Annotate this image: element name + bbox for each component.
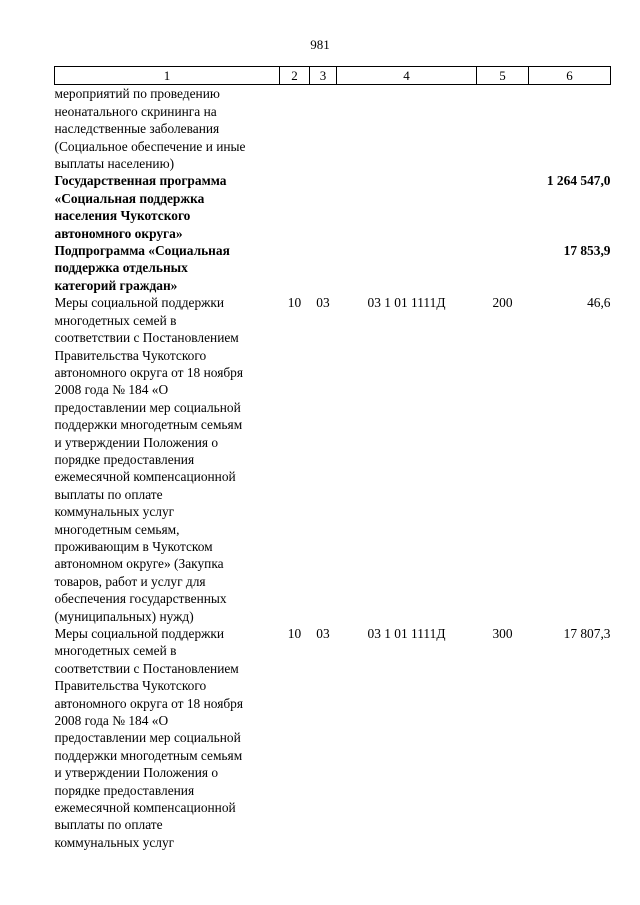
description-line: соответствии с Постановлением: [54, 660, 239, 676]
description-line: мероприятий по проведению: [54, 86, 220, 102]
description-line: автономного округа»: [54, 225, 183, 241]
description-line: автономного округа от 18 ноября: [54, 695, 244, 711]
description-line: «Социальная поддержка: [54, 190, 205, 206]
amount-value: 17 807,3: [563, 626, 611, 641]
description-line: автономного округа от 18 ноября: [54, 364, 244, 380]
description-line: многодетным семьям,: [54, 521, 180, 537]
description-line: наследственные заболевания: [54, 121, 220, 137]
subsection-code: [310, 172, 337, 242]
table-row: [55, 242, 611, 294]
description-line: Государственная программа: [54, 173, 227, 189]
description-line: и утверждении Положения о: [54, 434, 219, 450]
expense-type-code: 200: [492, 295, 513, 311]
description-line: неонатального скрининга на: [54, 103, 217, 119]
description-line: автономном округе» (Закупка: [54, 556, 224, 572]
target-article-code: 03 1 01 1111Д: [367, 626, 446, 641]
amount-value: [529, 85, 611, 173]
description-line: и утверждении Положения о: [54, 765, 219, 781]
description-line: населения Чукотского: [54, 208, 191, 224]
column-header-4: 4: [337, 67, 477, 85]
expense-type-code: [477, 242, 529, 294]
amount-value: 1 264 547,0: [546, 173, 611, 189]
description-line: 2008 года № 184 «О: [54, 713, 169, 729]
description-line: выплаты по оплате: [54, 817, 163, 833]
row-description: [55, 85, 280, 173]
description-line: коммунальных услуг: [54, 834, 175, 850]
description-line: соответствии с Постановлением: [54, 330, 239, 346]
table-row: [55, 625, 611, 851]
expense-type-code: 300: [492, 626, 513, 641]
description-line: порядке предоставления: [54, 451, 195, 467]
subsection-code: [310, 242, 337, 294]
expense-type-code: [477, 172, 529, 242]
description-line: ежемесячной компенсационной: [54, 469, 236, 485]
description-line: товаров, работ и услуг для: [54, 573, 206, 589]
column-header-6: 6: [529, 67, 611, 85]
target-article-code: [337, 85, 477, 173]
description-line: обеспечения государственных: [54, 591, 227, 607]
amount-value: 17 853,9: [563, 243, 611, 259]
target-article-code: 03 1 01 1111Д: [367, 295, 446, 311]
row-description: [55, 242, 280, 294]
description-line: многодетных семей в: [54, 312, 177, 328]
description-line: поддержки многодетным семьям: [54, 417, 243, 433]
description-line: Правительства Чукотского: [54, 678, 207, 694]
column-header-1: 1: [55, 67, 280, 85]
description-line: Меры социальной поддержки: [54, 295, 225, 311]
description-line: Подпрограмма «Социальная: [54, 243, 230, 259]
section-code: [280, 172, 310, 242]
section-code: [280, 242, 310, 294]
description-line: многодетных семей в: [54, 643, 177, 659]
description-line: проживающим в Чукотском: [54, 538, 213, 554]
section-code: 10: [287, 295, 302, 311]
description-line: поддержка отдельных: [54, 260, 188, 276]
description-line: (Социальное обеспечение и иные: [54, 138, 246, 154]
column-header-5: 5: [477, 67, 529, 85]
section-code: [280, 85, 310, 173]
description-line: предоставлении мер социальной: [54, 399, 241, 415]
description-line: выплаты по оплате: [54, 486, 163, 502]
description-line: предоставлении мер социальной: [54, 730, 241, 746]
amount-value: 46,6: [587, 295, 611, 311]
budget-table: [54, 66, 611, 851]
table-row: [55, 172, 611, 242]
description-line: коммунальных услуг: [54, 504, 175, 520]
row-description: [55, 625, 280, 851]
description-line: категорий граждан»: [54, 277, 178, 293]
target-article-code: [337, 242, 477, 294]
subsection-code: [310, 85, 337, 173]
description-line: Правительства Чукотского: [54, 347, 207, 363]
description-line: выплаты населению): [54, 156, 175, 172]
subsection-code: 03: [316, 626, 330, 641]
description-line: Меры социальной поддержки: [54, 626, 225, 641]
description-line: ежемесячной компенсационной: [54, 800, 236, 816]
target-article-code: [337, 172, 477, 242]
description-line: порядке предоставления: [54, 782, 195, 798]
row-description: [55, 294, 280, 625]
expense-type-code: [477, 85, 529, 173]
section-code: 10: [287, 626, 302, 641]
table-row: [55, 85, 611, 173]
column-header-2: 2: [280, 67, 310, 85]
column-header-3: 3: [310, 67, 337, 85]
page-number: 981: [310, 37, 330, 52]
table-row: [55, 294, 611, 625]
description-line: поддержки многодетным семьям: [54, 747, 243, 763]
description-line: (муниципальных) нужд): [54, 608, 194, 624]
subsection-code: 03: [316, 295, 330, 311]
row-description: [55, 172, 280, 242]
column-number-header-row: [55, 67, 611, 85]
description-line: 2008 года № 184 «О: [54, 382, 169, 398]
